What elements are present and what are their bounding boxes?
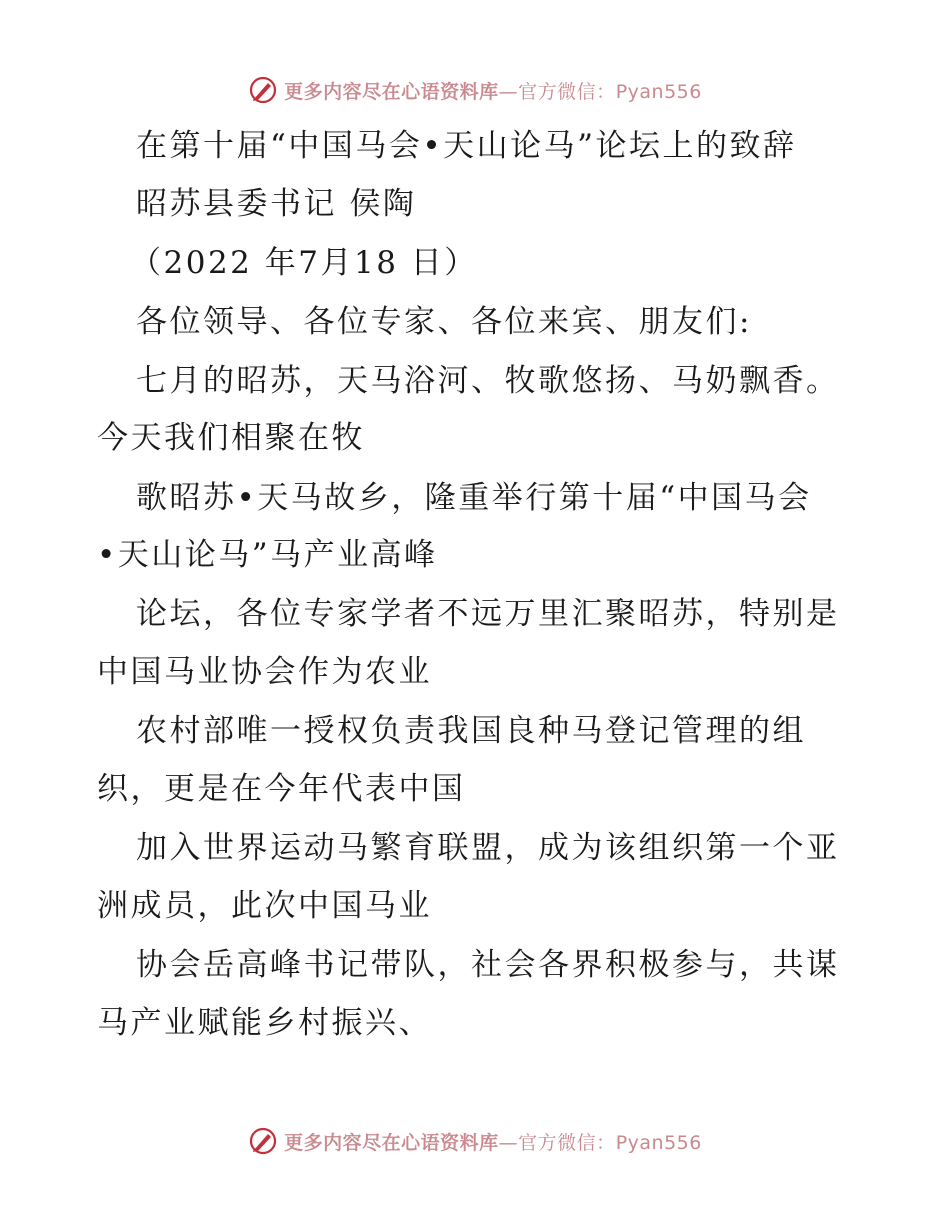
paragraph-line: 加入世界运动马繁育联盟，成为该组织第一个亚 xyxy=(136,830,840,866)
watermark-footer xyxy=(0,1121,950,1161)
paragraph-line: 七月的昭苏，天马浴河、牧歌悠扬、马奶飘香。 xyxy=(136,363,840,399)
watermark-header xyxy=(0,70,950,110)
watermark-text xyxy=(284,1128,702,1155)
watermark-wechat-id: Pyan556 xyxy=(615,80,702,103)
paragraph-line: 歌昭苏•天马故乡，隆重举行第十届“中国马会 xyxy=(136,480,812,516)
paragraph-line: 洲成员，此次中国马业 xyxy=(97,888,432,924)
pen-logo-icon xyxy=(248,1126,278,1156)
watermark-wechat-id: Pyan556 xyxy=(615,1131,702,1154)
paragraph-line: 马产业赋能乡村振兴、 xyxy=(97,1005,432,1041)
watermark-dash: — xyxy=(498,80,519,103)
paragraph-line: 论坛，各位专家学者不远万里汇聚昭苏，特别是 xyxy=(136,596,840,632)
watermark-site: 更多内容尽在心语资料库 xyxy=(284,1131,499,1154)
document-date: （2022 年7月18 日） xyxy=(130,245,478,281)
pen-logo-icon xyxy=(248,75,278,105)
document-author: 昭苏县委书记 侯陶 xyxy=(136,186,417,222)
paragraph-line: 协会岳高峰书记带队，社会各界积极参与，共谋 xyxy=(136,947,840,983)
document-title: 在第十届“中国马会•天山论马”论坛上的致辞 xyxy=(136,128,797,164)
document-salutation: 各位领导、各位专家、各位来宾、朋友们: xyxy=(136,304,752,340)
paragraph-line: 农村部唯一授权负责我国良种马登记管理的组 xyxy=(136,713,806,749)
watermark-dash: — xyxy=(498,1131,519,1154)
watermark-wechat-label: 官方微信： xyxy=(518,1131,616,1154)
watermark-wechat-label: 官方微信： xyxy=(518,80,616,103)
paragraph-line: 织，更是在今年代表中国 xyxy=(97,771,466,807)
watermark-site: 更多内容尽在心语资料库 xyxy=(284,80,499,103)
watermark-text xyxy=(284,77,702,104)
paragraph-line: •天山论马”马产业高峰 xyxy=(97,537,438,573)
paragraph-line: 今天我们相聚在牧 xyxy=(97,420,365,456)
paragraph-line: 中国马业协会作为农业 xyxy=(97,654,432,690)
